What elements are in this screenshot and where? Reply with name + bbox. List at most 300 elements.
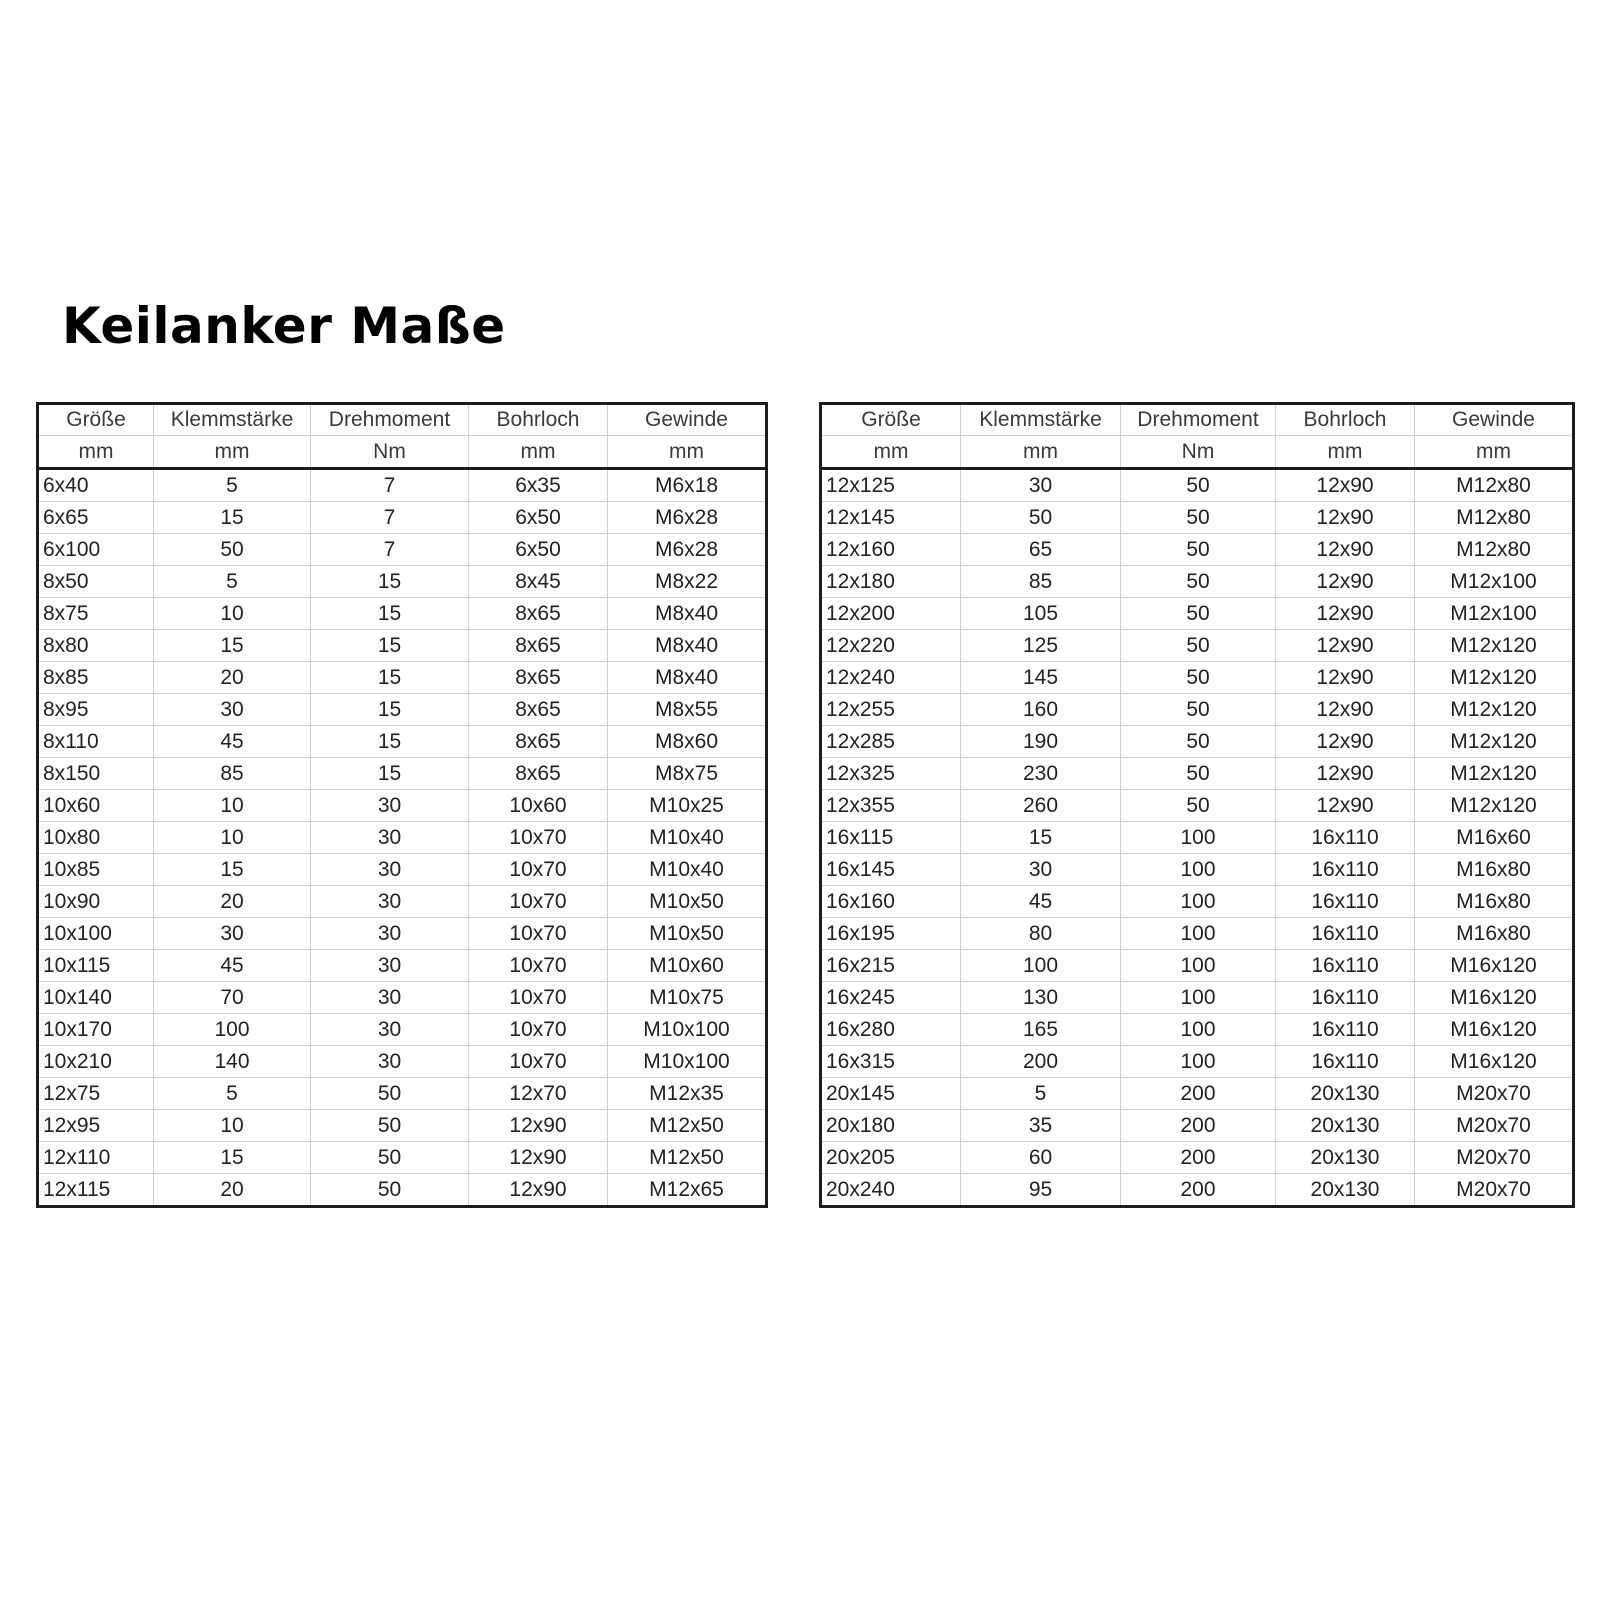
cell-drill-hole: 12x90: [1276, 630, 1415, 662]
table-body: [38, 469, 767, 1207]
cell-clamping-thickness: 20: [154, 662, 311, 694]
cell-torque: 50: [1121, 534, 1276, 566]
table-row: [821, 566, 1574, 598]
cell-thread: M8x40: [608, 598, 767, 630]
table-row: [38, 598, 767, 630]
column-header-drill-hole: Bohrloch: [1276, 404, 1415, 436]
cell-clamping-thickness: 35: [961, 1110, 1121, 1142]
cell-drill-hole: 16x110: [1276, 950, 1415, 982]
table-row: [821, 822, 1574, 854]
table-row: [821, 630, 1574, 662]
cell-thread: M12x35: [608, 1078, 767, 1110]
cell-clamping-thickness: 140: [154, 1046, 311, 1078]
cell-clamping-thickness: 100: [961, 950, 1121, 982]
cell-clamping-thickness: 50: [961, 502, 1121, 534]
header-row: [821, 404, 1574, 436]
cell-clamping-thickness: 5: [961, 1078, 1121, 1110]
cell-drill-hole: 6x50: [469, 534, 608, 566]
cell-drill-hole: 12x90: [1276, 469, 1415, 502]
table-row: [38, 662, 767, 694]
cell-size: 10x115: [38, 950, 154, 982]
table-row: [821, 469, 1574, 502]
cell-thread: M10x40: [608, 822, 767, 854]
table-row: [821, 758, 1574, 790]
table-row: [38, 469, 767, 502]
cell-thread: M20x70: [1456, 1178, 1531, 1201]
cell-clamping-thickness: 15: [154, 854, 311, 886]
cell-thread: M16x120: [1415, 1014, 1574, 1046]
table-row: [38, 1078, 767, 1110]
cell-size: 12x95: [38, 1110, 154, 1142]
column-header-torque: Drehmoment: [311, 404, 469, 436]
header-row: [38, 404, 767, 436]
cell-clamping-thickness: 260: [961, 790, 1121, 822]
cell-size: 12x75: [38, 1078, 154, 1110]
cell-clamping-thickness: 165: [961, 1014, 1121, 1046]
page-title: Keilanker Maße: [62, 297, 506, 355]
cell-torque: 30: [311, 918, 469, 950]
cell-drill-hole: 12x70: [469, 1078, 608, 1110]
cell-clamping-thickness: 15: [154, 1142, 311, 1174]
cell-thread: M12x120: [1415, 758, 1574, 790]
cell-thread: M8x75: [608, 758, 767, 790]
cell-drill-hole: 6x50: [469, 502, 608, 534]
cell-torque: 50: [1121, 469, 1276, 502]
cell-torque: 15: [311, 758, 469, 790]
cell-thread: M12x120: [1415, 694, 1574, 726]
dimensions-table-left: [36, 402, 768, 1208]
cell-size: 8x110: [38, 726, 154, 758]
cell-thread: M10x75: [608, 982, 767, 1014]
cell-clamping-thickness: 10: [154, 598, 311, 630]
cell-thread: M12x80: [1415, 469, 1574, 502]
cell-size: 8x75: [38, 598, 154, 630]
cell-torque: 7: [311, 502, 469, 534]
cell-drill-hole: 10x70: [469, 918, 608, 950]
cell-size: 20x205: [821, 1142, 961, 1174]
cell-torque: 50: [1121, 598, 1276, 630]
table-row: [821, 1046, 1574, 1078]
cell-size: 16x145: [821, 854, 961, 886]
cell-size: 12x145: [821, 502, 961, 534]
cell-drill-hole: 12x90: [1276, 758, 1415, 790]
cell-torque: 15: [311, 694, 469, 726]
unit-row: [38, 436, 767, 469]
table-row: [821, 726, 1574, 758]
cell-drill-hole: 8x65: [469, 694, 608, 726]
cell-torque: 30: [311, 1046, 469, 1078]
cell-torque: 15: [311, 630, 469, 662]
cell-drill-hole: 10x70: [469, 950, 608, 982]
table-row: [821, 1110, 1574, 1142]
cell-size: 10x60: [38, 790, 154, 822]
table-row: [38, 1110, 767, 1142]
cell-drill-hole: 16x110: [1276, 822, 1415, 854]
cell-drill-hole: 10x70: [469, 822, 608, 854]
cell-torque: 30: [311, 790, 469, 822]
cell-size: 10x210: [38, 1046, 154, 1078]
table-row: [38, 790, 767, 822]
table-row: [821, 886, 1574, 918]
cell-drill-hole: 12x90: [1276, 694, 1415, 726]
column-header-clamping-thickness: Klemmstärke: [961, 404, 1121, 436]
cell-torque: 100: [1121, 854, 1276, 886]
cell-size: 8x150: [38, 758, 154, 790]
cell-size: 12x115: [38, 1174, 154, 1207]
cell-clamping-thickness: 80: [961, 918, 1121, 950]
cell-clamping-thickness: 5: [154, 469, 311, 502]
table-row: [821, 1014, 1574, 1046]
cell-drill-hole: 20x130: [1276, 1142, 1415, 1174]
unit-torque: Nm: [311, 436, 469, 469]
cell-clamping-thickness: 85: [961, 566, 1121, 598]
cell-torque: 50: [1121, 758, 1276, 790]
cell-thread: M10x50: [608, 886, 767, 918]
cell-clamping-thickness: 190: [961, 726, 1121, 758]
table-row: [821, 598, 1574, 630]
table-row: [821, 950, 1574, 982]
unit-thread: mm: [1415, 436, 1574, 469]
cell-size: 12x200: [821, 598, 961, 630]
cell-drill-hole: 16x110: [1276, 982, 1415, 1014]
cell-clamping-thickness: 15: [961, 822, 1121, 854]
table-body: [821, 469, 1574, 1207]
cell-size: 20x180: [821, 1110, 961, 1142]
cell-clamping-thickness: 20: [154, 1174, 311, 1207]
cell-torque: 200: [1121, 1078, 1276, 1110]
cell-drill-hole: 16x110: [1276, 1014, 1415, 1046]
cell-torque: 50: [1121, 790, 1276, 822]
table-row: [821, 918, 1574, 950]
cell-size: 12x180: [821, 566, 961, 598]
cell-size: 6x65: [38, 502, 154, 534]
cell-drill-hole: 20x130: [1276, 1078, 1415, 1110]
cell-thread: M16x120: [1415, 1046, 1574, 1078]
cell-drill-hole: 10x70: [469, 886, 608, 918]
cell-size: 16x115: [821, 822, 961, 854]
cell-thread: M12x50: [608, 1110, 767, 1142]
dimensions-table-right: [819, 402, 1575, 1208]
cell-size: 12x160: [821, 534, 961, 566]
cell-size: 8x80: [38, 630, 154, 662]
table-row: [38, 1174, 767, 1207]
cell-size: 10x90: [38, 886, 154, 918]
table-row: [821, 1078, 1574, 1110]
cell-torque: 30: [311, 950, 469, 982]
cell-clamping-thickness: 10: [154, 1110, 311, 1142]
cell-torque: 100: [1121, 1046, 1276, 1078]
cell-drill-hole: 12x90: [1276, 566, 1415, 598]
cell-clamping-thickness: 45: [961, 886, 1121, 918]
cell-size: 12x255: [821, 694, 961, 726]
cell-drill-hole: 12x90: [469, 1110, 608, 1142]
cell-size: 16x160: [821, 886, 961, 918]
cell-torque: 100: [1121, 950, 1276, 982]
cell-clamping-thickness: 200: [961, 1046, 1121, 1078]
column-header-thread: Gewinde: [608, 404, 767, 436]
cell-size: 12x240: [821, 662, 961, 694]
cell-torque: 30: [311, 1014, 469, 1046]
cell-drill-hole: 12x90: [1276, 502, 1415, 534]
cell-drill-hole: 8x65: [469, 726, 608, 758]
cell-torque: 50: [1121, 566, 1276, 598]
cell-thread: M16x120: [1415, 950, 1574, 982]
table-row: [821, 1174, 1574, 1207]
cell-clamping-thickness: 15: [154, 630, 311, 662]
cell-clamping-thickness: 65: [961, 534, 1121, 566]
cell-clamping-thickness: 100: [154, 1014, 311, 1046]
cell-drill-hole: 16x110: [1276, 854, 1415, 886]
table-row: [821, 694, 1574, 726]
column-header-clamping-thickness: Klemmstärke: [154, 404, 311, 436]
cell-thread: M10x60: [608, 950, 767, 982]
cell-size: 16x195: [821, 918, 961, 950]
cell-clamping-thickness: 130: [961, 982, 1121, 1014]
cell-thread: M8x55: [608, 694, 767, 726]
cell-drill-hole: 6x35: [469, 469, 608, 502]
unit-size: mm: [38, 436, 154, 469]
cell-torque: 15: [311, 726, 469, 758]
cell-thread: M8x22: [608, 566, 767, 598]
cell-size: 10x170: [38, 1014, 154, 1046]
unit-row: [821, 436, 1574, 469]
cell-drill-hole: 8x45: [469, 566, 608, 598]
cell-thread: M12x65: [649, 1178, 724, 1201]
cell-thread: M12x100: [1415, 566, 1574, 598]
cell-torque: 100: [1121, 822, 1276, 854]
cell-drill-hole: 12x90: [469, 1174, 608, 1207]
cell-size: 16x215: [821, 950, 961, 982]
cell-torque: 7: [311, 469, 469, 502]
cell-clamping-thickness: 30: [961, 469, 1121, 502]
cell-thread: M8x40: [608, 662, 767, 694]
table-row: [38, 918, 767, 950]
table-row: [38, 982, 767, 1014]
cell-thread: M12x80: [1415, 502, 1574, 534]
cell-clamping-thickness: 45: [154, 950, 311, 982]
cell-drill-hole: 12x90: [1276, 534, 1415, 566]
cell-clamping-thickness: 50: [154, 534, 311, 566]
table-row: [821, 790, 1574, 822]
cell-clamping-thickness: 15: [154, 502, 311, 534]
cell-torque: 100: [1121, 886, 1276, 918]
cell-size: 20x240: [821, 1174, 961, 1207]
cell-size: 6x40: [38, 469, 154, 502]
cell-torque: 100: [1121, 982, 1276, 1014]
cell-torque: 200: [1121, 1142, 1276, 1174]
unit-thread: mm: [608, 436, 767, 469]
cell-thread: M8x60: [608, 726, 767, 758]
cell-torque: 50: [311, 1110, 469, 1142]
table-row: [38, 886, 767, 918]
cell-clamping-thickness: 30: [154, 918, 311, 950]
cell-torque: 7: [311, 534, 469, 566]
table-row: [38, 630, 767, 662]
column-header-torque: Drehmoment: [1121, 404, 1276, 436]
cell-thread: M12x50: [608, 1142, 767, 1174]
cell-drill-hole: 10x70: [469, 854, 608, 886]
column-header-size: Größe: [38, 404, 154, 436]
cell-drill-hole: 8x65: [469, 758, 608, 790]
cell-drill-hole: 8x65: [469, 662, 608, 694]
cell-torque: 15: [311, 598, 469, 630]
cell-torque: 50: [1121, 502, 1276, 534]
unit-drill-hole: mm: [1276, 436, 1415, 469]
cell-drill-hole: 16x110: [1276, 886, 1415, 918]
cell-size: 8x95: [38, 694, 154, 726]
cell-drill-hole: 12x90: [1276, 598, 1415, 630]
cell-torque: 50: [1121, 630, 1276, 662]
cell-thread: M10x40: [608, 854, 767, 886]
cell-drill-hole: 10x70: [469, 1046, 608, 1078]
cell-torque: 50: [311, 1174, 469, 1207]
cell-drill-hole: 16x110: [1276, 918, 1415, 950]
cell-clamping-thickness: 70: [154, 982, 311, 1014]
cell-size: 16x245: [821, 982, 961, 1014]
cell-torque: 50: [311, 1078, 469, 1110]
cell-clamping-thickness: 95: [961, 1174, 1121, 1207]
cell-drill-hole: 16x110: [1276, 1046, 1415, 1078]
cell-size: 8x85: [38, 662, 154, 694]
cell-size: 6x100: [38, 534, 154, 566]
cell-torque: 15: [311, 566, 469, 598]
cell-size: 12x110: [38, 1142, 154, 1174]
cell-clamping-thickness: 20: [154, 886, 311, 918]
cell-clamping-thickness: 85: [154, 758, 311, 790]
cell-torque: 50: [1121, 662, 1276, 694]
cell-size: 12x220: [821, 630, 961, 662]
column-header-drill-hole: Bohrloch: [469, 404, 608, 436]
cell-thread: M12x120: [1415, 630, 1574, 662]
unit-torque: Nm: [1121, 436, 1276, 469]
cell-clamping-thickness: 230: [961, 758, 1121, 790]
cell-thread: M12x100: [1415, 598, 1574, 630]
table-row: [38, 1046, 767, 1078]
cell-drill-hole: 8x65: [469, 630, 608, 662]
table-row: [821, 982, 1574, 1014]
table-row: [38, 694, 767, 726]
cell-clamping-thickness: 5: [154, 1078, 311, 1110]
cell-drill-hole: 12x90: [1276, 662, 1415, 694]
cell-torque: 30: [311, 854, 469, 886]
table-row: [38, 502, 767, 534]
cell-thread: M16x80: [1415, 918, 1574, 950]
cell-size: 12x325: [821, 758, 961, 790]
cell-size: 10x85: [38, 854, 154, 886]
cell-torque: 30: [311, 886, 469, 918]
table-row: [38, 726, 767, 758]
cell-thread: M8x40: [608, 630, 767, 662]
cell-torque: 200: [1121, 1174, 1276, 1207]
cell-drill-hole: 20x130: [1276, 1110, 1415, 1142]
cell-thread: M10x100: [608, 1014, 767, 1046]
cell-size: 8x50: [38, 566, 154, 598]
cell-clamping-thickness: 30: [154, 694, 311, 726]
cell-thread: M6x18: [608, 469, 767, 502]
cell-thread: M6x28: [608, 502, 767, 534]
cell-torque: 50: [1121, 694, 1276, 726]
cell-clamping-thickness: 5: [154, 566, 311, 598]
cell-size: 12x285: [821, 726, 961, 758]
table-row: [38, 854, 767, 886]
table-row: [821, 534, 1574, 566]
cell-thread: M12x120: [1415, 726, 1574, 758]
cell-size: 10x80: [38, 822, 154, 854]
cell-clamping-thickness: 45: [154, 726, 311, 758]
cell-size: 10x140: [38, 982, 154, 1014]
cell-drill-hole: 20x130: [1276, 1174, 1415, 1207]
cell-drill-hole: 12x90: [469, 1142, 608, 1174]
table-row: [38, 758, 767, 790]
cell-thread: M6x28: [608, 534, 767, 566]
cell-size: 12x125: [821, 469, 961, 502]
cell-drill-hole: 8x65: [469, 598, 608, 630]
cell-thread: M10x100: [608, 1046, 767, 1078]
table-row: [38, 566, 767, 598]
cell-torque: 100: [1121, 1014, 1276, 1046]
cell-torque: 15: [311, 662, 469, 694]
table-row: [38, 534, 767, 566]
cell-torque: 100: [1121, 918, 1276, 950]
unit-size: mm: [821, 436, 961, 469]
cell-thread: M16x80: [1415, 886, 1574, 918]
cell-thread: M16x120: [1415, 982, 1574, 1014]
cell-thread: M16x80: [1415, 854, 1574, 886]
cell-size: 20x145: [821, 1078, 961, 1110]
cell-clamping-thickness: 160: [961, 694, 1121, 726]
cell-clamping-thickness: 125: [961, 630, 1121, 662]
table-row: [821, 502, 1574, 534]
cell-thread: M12x120: [1415, 790, 1574, 822]
cell-drill-hole: 10x70: [469, 982, 608, 1014]
table-row: [821, 854, 1574, 886]
cell-size: 12x355: [821, 790, 961, 822]
cell-clamping-thickness: 145: [961, 662, 1121, 694]
cell-thread: M20x70: [1415, 1110, 1574, 1142]
cell-torque: 50: [1121, 726, 1276, 758]
unit-drill-hole: mm: [469, 436, 608, 469]
cell-thread: M10x25: [608, 790, 767, 822]
table-row: [821, 1142, 1574, 1174]
cell-thread: M20x70: [1415, 1142, 1574, 1174]
column-header-size: Größe: [821, 404, 961, 436]
cell-thread: M16x60: [1415, 822, 1574, 854]
table-row: [38, 950, 767, 982]
cell-clamping-thickness: 10: [154, 790, 311, 822]
cell-drill-hole: 10x70: [469, 1014, 608, 1046]
cell-clamping-thickness: 10: [154, 822, 311, 854]
cell-size: 10x100: [38, 918, 154, 950]
cell-thread: M20x70: [1415, 1078, 1574, 1110]
cell-drill-hole: 12x90: [1276, 790, 1415, 822]
cell-size: 16x315: [821, 1046, 961, 1078]
cell-size: 16x280: [821, 1014, 961, 1046]
table-row: [38, 822, 767, 854]
cell-torque: 50: [311, 1142, 469, 1174]
table-row: [38, 1014, 767, 1046]
cell-clamping-thickness: 60: [961, 1142, 1121, 1174]
table-row: [38, 1142, 767, 1174]
unit-clamping-thickness: mm: [154, 436, 311, 469]
cell-clamping-thickness: 30: [961, 854, 1121, 886]
cell-thread: M12x120: [1415, 662, 1574, 694]
cell-torque: 30: [311, 822, 469, 854]
cell-drill-hole: 12x90: [1276, 726, 1415, 758]
cell-thread: M10x50: [608, 918, 767, 950]
cell-torque: 200: [1121, 1110, 1276, 1142]
unit-clamping-thickness: mm: [961, 436, 1121, 469]
cell-clamping-thickness: 105: [961, 598, 1121, 630]
